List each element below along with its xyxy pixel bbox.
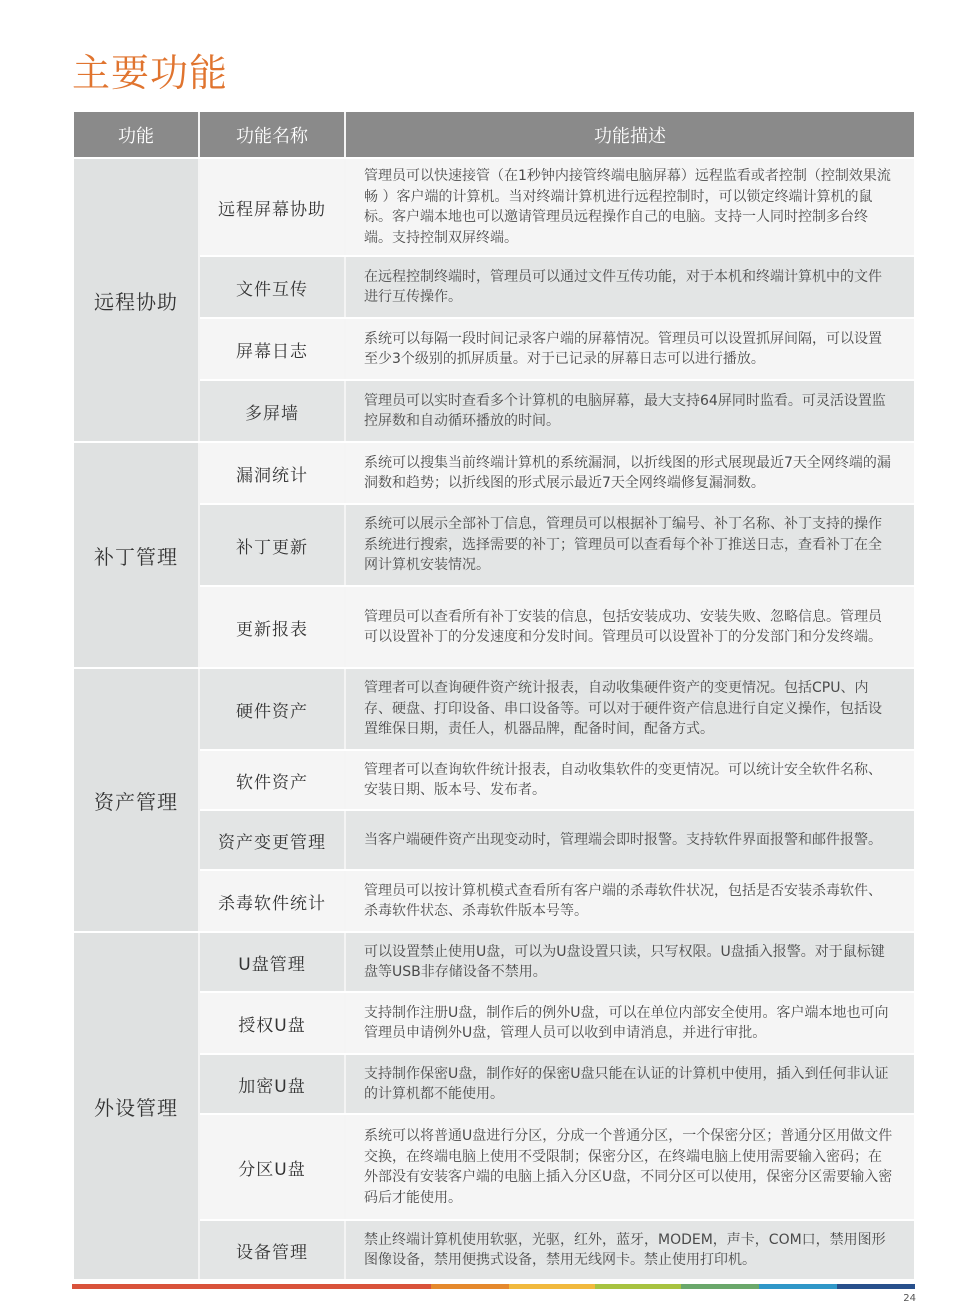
feature-description: 支持制作保密U盘，制作好的保密U盘只能在认证的计算机中使用，插入到任何非认证的计算机都不能使用。 <box>364 1065 889 1102</box>
group-label: 远程协助 <box>74 159 200 441</box>
table-row <box>200 255 914 317</box>
table-row <box>200 317 914 379</box>
group-label: 资产管理 <box>74 669 200 931</box>
color-bar-segment <box>509 1284 595 1289</box>
feature-name: 漏洞统计 <box>200 443 346 503</box>
color-bar-segment <box>681 1284 759 1289</box>
feature-group <box>74 441 914 667</box>
table-row <box>200 1219 914 1279</box>
feature-name: 授权U盘 <box>200 993 346 1053</box>
feature-name: 多屏墙 <box>200 381 346 441</box>
feature-description: 在远程控制终端时，管理员可以通过文件互传功能，对于本机和终端计算机中的文件进行互传操作。 <box>364 268 882 305</box>
feature-description: 支持制作注册U盘，制作后的例外U盘，可以在单位内部安全使用。客户端本地也可向管理员申请例外U盘，管理人员可以收到申请消息，并进行审批。 <box>364 1004 889 1041</box>
page-title: 主要功能 <box>72 51 229 95</box>
table-row <box>200 749 914 809</box>
feature-name: 硬件资产 <box>200 669 346 749</box>
feature-description: 系统可以展示全部补丁信息，管理员可以根据补丁编号、补丁名称、补丁支持的操作系统进行搜索，选择需要的补丁；管理员可以查看每个补丁推送日志，查看补丁在全网计算机安装情况。 <box>364 516 882 574</box>
feature-description: 管理者可以查询软件统计报表，自动收集软件的变更情况。可以统计安全软件名称、安装日期、版本号、发布者。 <box>364 761 882 798</box>
feature-description: 禁止终端计算机使用软驱，光驱，红外，蓝牙，MODEM，声卡，COM口，禁用图形图像设备，禁用便携式设备，禁用无线网卡。禁止使用打印机。 <box>364 1231 886 1268</box>
feature-description: 管理者可以查询硬件资产统计报表，自动收集硬件资产的变更情况。包括CPU、内存、硬盘、打印设备、串口设备等。可以对于硬件资产信息进行自定义操作，包括设置维保日期，责任人，机器品牌，配备时间，配备方式。 <box>364 680 882 738</box>
header-feature-name: 功能名称 <box>200 112 346 157</box>
table-row <box>200 503 914 585</box>
feature-description: 管理员可以查看所有补丁安装的信息，包括安装成功、安装失败、忽略信息。管理员可以设置补丁的分发速度和分发时间。管理员可以设置补丁的分发部门和分发终端。 <box>364 608 882 645</box>
feature-group <box>74 157 914 441</box>
footer-color-bar <box>72 1284 915 1289</box>
feature-name: 软件资产 <box>200 751 346 809</box>
feature-name: 屏幕日志 <box>200 319 346 379</box>
table-row <box>200 159 914 255</box>
color-bar-segment <box>759 1284 837 1289</box>
color-bar-segment <box>431 1284 509 1289</box>
table-row <box>200 869 914 931</box>
feature-description: 可以设置禁止使用U盘，可以为U盘设置只读，只写权限。U盘插入报警。对于鼠标键盘等USB非存储设备不禁用。 <box>364 943 885 980</box>
feature-name: 远程屏幕协助 <box>200 159 346 255</box>
feature-table <box>74 112 914 1279</box>
table-row <box>200 379 914 441</box>
feature-description: 系统可以搜集当前终端计算机的系统漏洞，以折线图的形式展现最近7天全网终端的漏洞数和趋势；以折线图的形式展示最近7天全网终端修复漏洞数。 <box>364 454 891 491</box>
feature-description: 管理员可以按计算机模式查看所有客户端的杀毒软件状况，包括是否安装杀毒软件、杀毒软件状态、杀毒软件版本号等。 <box>364 882 882 919</box>
feature-group <box>74 931 914 1279</box>
feature-name: 杀毒软件统计 <box>200 871 346 931</box>
color-bar-segment <box>72 1284 431 1289</box>
color-bar-segment <box>595 1284 681 1289</box>
feature-description: 系统可以每隔一段时间记录客户端的屏幕情况。管理员可以设置抓屏间隔，可以设置至少3个级别的抓屏质量。对于已记录的屏幕日志可以进行播放。 <box>364 330 882 367</box>
table-row <box>200 585 914 667</box>
color-bar-segment <box>837 1284 915 1289</box>
table-row <box>200 809 914 869</box>
feature-name: 补丁更新 <box>200 505 346 585</box>
feature-name: 资产变更管理 <box>200 811 346 869</box>
feature-name: 文件互传 <box>200 257 346 317</box>
page-number: 24 <box>903 1293 916 1304</box>
feature-group <box>74 667 914 931</box>
table-header <box>74 112 914 157</box>
feature-name: 设备管理 <box>200 1221 346 1279</box>
feature-description: 当客户端硬件资产出现变动时，管理端会即时报警。支持软件界面报警和邮件报警。 <box>364 831 882 848</box>
table-row <box>200 1053 914 1113</box>
header-feature: 功能 <box>74 112 200 157</box>
table-body <box>74 157 914 1279</box>
table-row <box>200 991 914 1053</box>
header-feature-description: 功能描述 <box>594 125 666 147</box>
feature-name: 分区U盘 <box>200 1115 346 1219</box>
table-row <box>200 1113 914 1219</box>
table-row <box>200 933 914 991</box>
table-row <box>200 443 914 503</box>
group-label: 外设管理 <box>74 933 200 1279</box>
feature-description: 管理员可以快速接管（在1秒钟内接管终端电脑屏幕）远程监看或者控制（控制效果流畅 ）客户端的计算机。当对终端计算机进行远程控制时，可以锁定终端计算机的鼠标。客户端本地也可以邀请管理员远程操作自己的电脑。支持一人同时控制多台终端。支持控制双屏终端。 <box>364 168 891 246</box>
group-label: 补丁管理 <box>74 443 200 667</box>
feature-name: U盘管理 <box>200 933 346 991</box>
table-row <box>200 669 914 749</box>
feature-name: 加密U盘 <box>200 1055 346 1113</box>
feature-description: 管理员可以实时查看多个计算机的电脑屏幕，最大支持64屏同时监看。可灵活设置监控屏数和自动循环播放的时间。 <box>364 392 886 429</box>
feature-description: 系统可以将普通U盘进行分区，分成一个普通分区，一个保密分区；普通分区用做文件交换，在终端电脑上使用不受限制；保密分区，在终端电脑上使用需要输入密码；在外部没有安装客户端的电脑上插入分区U盘，不同分区可以使用，保密分区需要输入密码后才能使用。 <box>364 1128 893 1206</box>
feature-name: 更新报表 <box>200 587 346 667</box>
